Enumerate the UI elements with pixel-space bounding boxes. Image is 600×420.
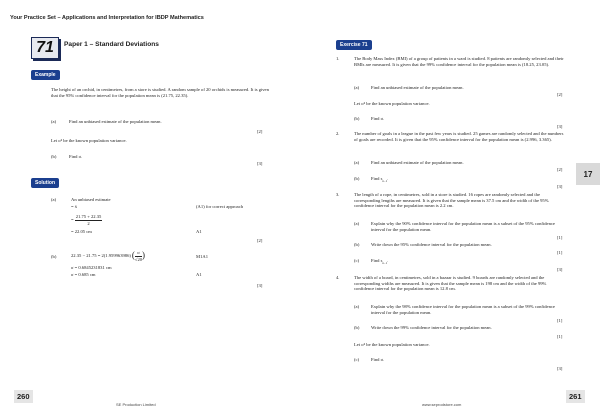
q4c-text: Find σ. [371, 357, 385, 362]
solution-a-line2: = x̄ [71, 204, 78, 209]
q1a-label: (a) [354, 85, 360, 90]
solution-b-frac-den: √20 [134, 256, 143, 262]
solution-b-marks: [3] [257, 283, 263, 288]
q4b-label: (b) [354, 325, 360, 330]
solution-b-frac [135, 250, 142, 262]
q2b-sub: n−1 [382, 178, 388, 183]
solution-a-fraction [71, 214, 102, 226]
left-page-number: 260 [14, 390, 33, 403]
left-footer-text: SE Production Limited [116, 402, 156, 407]
solution-a-line4: = 22.05 cm [71, 229, 92, 234]
right-page-number: 261 [566, 390, 585, 403]
q4b-text: Write down the 99% confidence interval for the population mean. [371, 325, 492, 330]
solution-b-note1: M1A1 [196, 254, 208, 259]
q1b-marks: [3] [557, 124, 563, 129]
q3c-marks: [3] [557, 267, 563, 272]
q1-text: The Body Mass Index (BMI) of a group of patients in a ward is studied. 8 patients are randomly selected and their BMIs are measured. It is given that the 99% confidence interval for the population mean is (18.25, 23.05). [354, 56, 564, 67]
example-a-marks: [2] [257, 129, 263, 134]
q1a-text: Find an unbiased estimate of the population mean. [371, 85, 464, 90]
solution-b-note2: A1 [196, 272, 202, 277]
example-a-text: Find an unbiased estimate of the population mean. [69, 119, 162, 124]
q4b-marks: [1] [557, 334, 563, 339]
q4-text: The width of a board, in centimetres, sold in a bazaar is studied. 9 boards are randomly selected and the corresponding widths are measured. It is given that the sample mean is 198 cm and the width of the 99% confidence interval for the population mean is 12.8 cm. [354, 275, 547, 292]
q4c-label: (c) [354, 357, 360, 362]
q2b-text: Find s [371, 176, 383, 181]
solution-b-label: (b) [51, 254, 57, 259]
solution-a-eq-sign: = [71, 217, 74, 223]
solution-a-marks: [2] [257, 238, 263, 243]
example-b-label: (b) [51, 154, 57, 159]
solution-a-frac-num: 21.75 + 22.35 [75, 214, 102, 219]
chapter-number-badge: 71 [31, 37, 59, 59]
q3a-label: (a) [354, 221, 360, 226]
solution-a-frac-den: 2 [87, 220, 90, 226]
chapter-title: Paper 1 – Standard Deviations [64, 41, 159, 48]
q3-text: The length of a rope, in centimetres, sold in a store is studied. 16 ropes are randomly selected and the corresponding lengths are measured. It is given that the sample mean is 37.5 cm and the width of the 95% confidence interval for the population mean is 2.2 cm. [354, 192, 549, 209]
solution-b-line2: σ = 0.6845231831 cm [71, 265, 112, 270]
solution-b-line1 [71, 250, 145, 262]
q3b-marks: [1] [557, 250, 563, 255]
right-footer-text: www.seprodstore.com [422, 402, 462, 407]
solution-b-line3: σ = 0.685 cm [71, 272, 96, 277]
example-b-text: Find σ. [69, 154, 83, 159]
solution-b-frac-num: σ [135, 250, 142, 257]
q2a-text: Find an unbiased estimate of the population mean. [371, 160, 464, 165]
solution-a-frac [75, 214, 103, 226]
book-title-header: Your Practice Set – Applications and Interpretation for IBDP Mathematics [10, 15, 204, 21]
solution-a-note1: (A1) for correct approach [196, 204, 244, 209]
solution-tag: Solution [31, 178, 59, 188]
example-intro: The height of an orchid, in centimetres, from a store is studied. A random sample of 20 orchids is measured. It is given that the 95% confidence interval for the population mean is (21.75, 22.35). [51, 87, 269, 98]
q3c-label: (c) [354, 258, 360, 263]
q4a-label: (a) [354, 304, 360, 309]
solution-b-expr: 22.35 − 21.75 = 2(1.959963986) [71, 253, 131, 259]
q1-let-text: Let σ² be the known population variance. [354, 101, 430, 106]
q3-number: 3. [336, 192, 340, 197]
q4-let-text: Let σ² be the known population variance. [354, 342, 430, 347]
q3a-marks: [1] [557, 235, 563, 240]
example-tag: Example [31, 70, 60, 80]
q2-text: The number of goals in a league in the past few years is studied. 25 games are randomly selected and the numbers of goals are recorded. It is given that the 95% confidence interval for the population mean is (2.996, 3.365). [354, 131, 564, 142]
q4c-marks: [3] [557, 366, 563, 371]
q3b-text: Write down the 95% confidence interval for the population mean. [371, 242, 492, 247]
q2-number: 2. [336, 131, 340, 136]
example-let-text: Let σ² be the known population variance. [51, 138, 127, 143]
solution-a-line1: An unbiased estimate [71, 197, 111, 202]
solution-a-label: (a) [51, 197, 57, 202]
q3a-text: Explain why the 90% confidence interval for the population mean is a subset of the 95% confidence interval for the population mean. [371, 221, 555, 232]
q4a-marks: [1] [557, 318, 563, 323]
q2b-label: (b) [354, 176, 360, 181]
right-paren: ) [142, 250, 146, 261]
chapter-side-tab: 17 [576, 163, 600, 185]
q1b-text: Find σ. [371, 116, 385, 121]
solution-a-note2: A1 [196, 229, 202, 234]
q3c-sub: n−1 [382, 260, 388, 265]
q3c-text: Find s [371, 258, 383, 263]
q3c-find: Find $s_{n-1}$. [371, 258, 389, 265]
q3b-label: (b) [354, 242, 360, 247]
q2a-label: (a) [354, 160, 360, 165]
q1b-label: (b) [354, 116, 360, 121]
exercise-tag: Exercise 71 [336, 40, 372, 50]
q4-number: 4. [336, 275, 340, 280]
q2b-find: Find $s_{n-1}$. [371, 176, 389, 183]
q1a-marks: [2] [557, 92, 563, 97]
left-paren: ( [131, 250, 135, 261]
q2b-marks: [3] [557, 184, 563, 189]
q1-number: 1. [336, 56, 340, 61]
example-b-marks: [3] [257, 161, 263, 166]
example-a-label: (a) [51, 119, 57, 124]
q2a-marks: [2] [557, 167, 563, 172]
q4a-text: Explain why the 98% confidence interval for the population mean is a subset of the 99% confidence interval for the population mean. [371, 304, 555, 315]
